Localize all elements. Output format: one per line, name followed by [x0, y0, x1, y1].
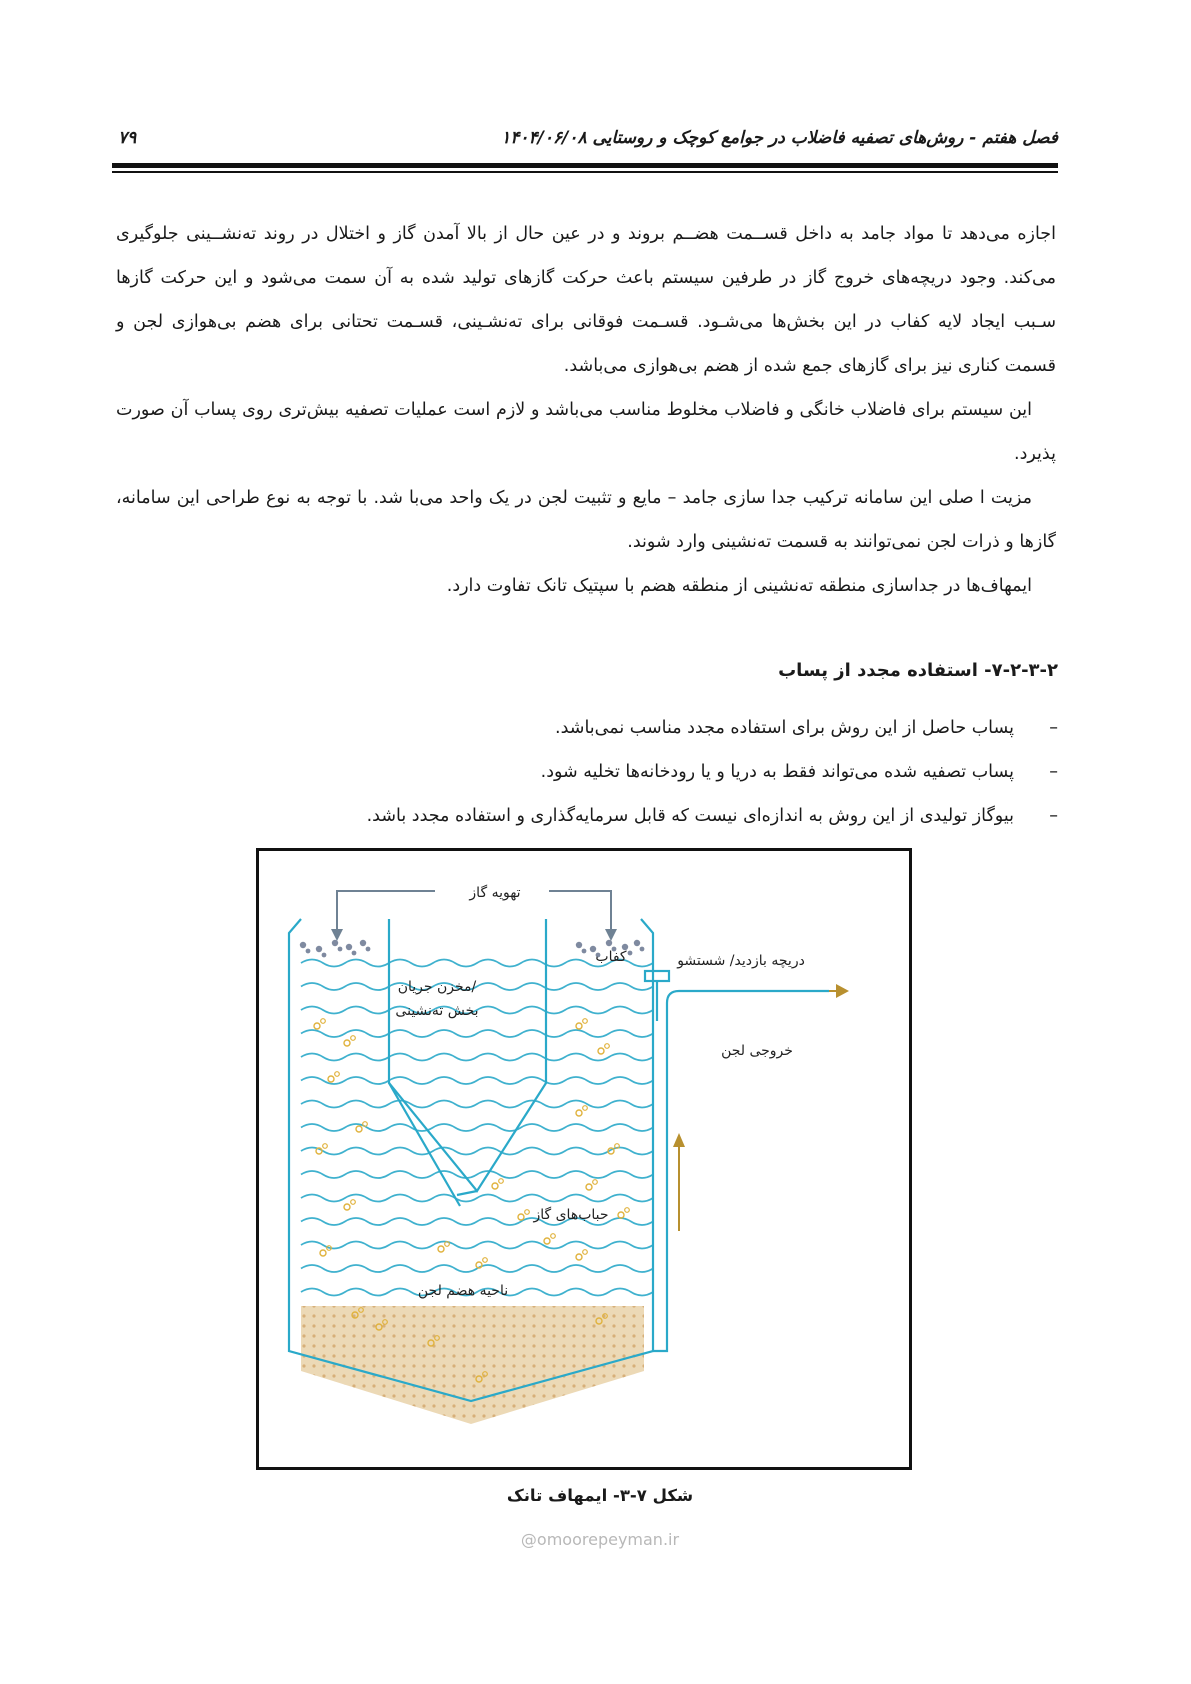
gas-bubbles-label: حباب‌های گاز	[533, 1207, 609, 1223]
scum-particle	[360, 940, 366, 946]
sludge-zone	[301, 1306, 644, 1424]
bubble	[492, 1183, 498, 1189]
bubble	[605, 1044, 610, 1049]
scum-particle	[634, 940, 640, 946]
scum-particle	[300, 942, 306, 948]
inspection-hatch-label: دریچه بازدید/ شستشو	[677, 953, 805, 969]
imhoff-tank-diagram	[259, 851, 909, 1467]
wave-line	[301, 1077, 653, 1084]
list-item	[178, 750, 1058, 794]
chapter-title: فصل هفتم - روش‌های تصفیه فاضلاب در جوامع کوچک و روستایی ۱۴۰۴/۰۶/۰۸	[501, 128, 1058, 148]
bullet-marker: –	[1049, 762, 1058, 782]
scum-particle	[332, 940, 338, 946]
bubble	[576, 1254, 582, 1260]
chamber-slot-lip	[457, 1191, 477, 1195]
bubble	[583, 1106, 588, 1111]
bubble	[593, 1180, 598, 1185]
wave-line	[301, 1101, 653, 1108]
scum-particle	[606, 940, 612, 946]
settling-section-label: بخش ته‌نشینی	[395, 1003, 479, 1019]
bubble	[438, 1246, 444, 1252]
bubble	[323, 1144, 328, 1149]
page-number: ۷۹	[118, 128, 137, 148]
scum-particle	[316, 946, 322, 952]
wave-line	[301, 1242, 653, 1249]
wave-line	[301, 1124, 653, 1131]
inspection-cap	[645, 971, 669, 981]
scum-particle	[322, 953, 327, 958]
scum-label: کفاب	[595, 949, 627, 965]
bubble	[583, 1250, 588, 1255]
wave-line	[301, 1148, 653, 1155]
flow-arrows	[331, 891, 849, 1231]
gas-vent-arrow-left	[337, 891, 435, 933]
bullet-list	[178, 706, 1058, 838]
bubble	[586, 1184, 592, 1190]
bullet-marker: –	[1049, 806, 1058, 826]
scum-particle	[346, 944, 352, 950]
list-item-text: پساب حاصل از این روش برای استفاده مجدد مناسب نمی‌باشد.	[555, 718, 1014, 738]
bubble	[344, 1040, 350, 1046]
bubble	[525, 1210, 530, 1215]
scum-particle	[628, 951, 633, 956]
upflow-arrowhead	[673, 1133, 685, 1147]
header-rule-thin	[112, 171, 1058, 173]
scum-particle	[582, 949, 587, 954]
bubble	[351, 1200, 356, 1205]
bubble	[351, 1036, 356, 1041]
gas-vent-arrow-right	[549, 891, 611, 933]
bullet-marker: –	[1049, 718, 1058, 738]
bubble	[583, 1019, 588, 1024]
scum-particle	[306, 949, 311, 954]
bubble	[551, 1234, 556, 1239]
list-item-text: بیوگاز تولیدی از این روش به اندازه‌ای نیست که قابل سرمایه‌گذاری و استفاده مجدد باشد.	[366, 806, 1014, 826]
sludge-digestion-label: ناحیه هضم لجن	[417, 1283, 509, 1299]
bubble	[576, 1110, 582, 1116]
scum-layer	[300, 940, 645, 958]
bubble	[544, 1238, 550, 1244]
scum-particle	[366, 947, 371, 952]
body-text	[116, 212, 1056, 608]
scum-particle	[352, 951, 357, 956]
wave-line	[301, 983, 653, 990]
bubble	[335, 1072, 340, 1077]
bubble	[625, 1208, 630, 1213]
paragraph: این سیستم برای فاضلاب خانگی و فاضلاب مخلوط مناسب می‌باشد و لازم است عملیات تصفیه بیش‌تری روی پساب آن صورت پذیرد.	[116, 400, 1056, 464]
wave-line	[301, 1265, 653, 1272]
list-item	[178, 706, 1058, 750]
paragraph: ایمهاف‌ها در جداسازی منطقه ته‌نشینی از منطقه هضم با سپتیک تانک تفاوت دارد.	[446, 576, 1032, 596]
scum-particle	[576, 942, 582, 948]
flow-chamber-label: مخزن جریان/	[397, 979, 477, 995]
paragraph: اجازه می‌دهد تا مواد جامد به داخل قســمت هضــم بروند و در عین حال از بالا آمدن گاز و اختلال در روند ته‌نشــینی جلوگیری می‌کند. وجود دریچه‌های خروج گاز در طرفین سیستم باعث حرکت گازهای تولید شده به آن سمت می‌شود و این حرکت گازها سـبب ایجاد لایه کفاب در این بخش‌ها می‌شـود. قسـمت فوقانی برای ته‌نشـینی، قسـمت تحتانی برای هضم بی‌هوازی لجن و قسمت کناری نیز برای گازهای جمع شده از هضم بی‌هوازی می‌باشد.	[116, 224, 1056, 376]
bubble	[518, 1214, 524, 1220]
bubble	[328, 1076, 334, 1082]
bubble	[321, 1019, 326, 1024]
watermark: @omoorepeyman.ir	[520, 1530, 680, 1549]
bubble	[598, 1048, 604, 1054]
page-header	[118, 128, 1058, 158]
bubble	[576, 1023, 582, 1029]
bubble	[618, 1212, 624, 1218]
arrowhead-left	[331, 929, 343, 941]
sludge-outlet-label: خروجی لجن	[721, 1043, 793, 1059]
header-rule-thick	[112, 163, 1058, 168]
bubble	[356, 1126, 362, 1132]
wave-line	[301, 1171, 653, 1178]
outlet-arrowhead	[836, 984, 849, 998]
imhoff-tank-figure	[256, 848, 912, 1470]
figure-caption: شکل ۷-۳- ایمهاف تانک	[506, 1486, 694, 1505]
gas-vent-label: تهویه گاز	[469, 885, 521, 901]
bubble	[499, 1179, 504, 1184]
list-item-text: پساب تصفیه شده می‌تواند فقط به دریا و یا رودخانه‌ها تخلیه شود.	[540, 762, 1014, 782]
bubble	[483, 1258, 488, 1263]
scum-particle	[338, 947, 343, 952]
section-heading: ۷-۲-۳-۲- استفاده مجدد از پساب	[778, 660, 1058, 681]
paragraph: مزیت ا صلی این سامانه ترکیب جدا سازی جامد – مایع و تثبیت لجن در یک واحد می‌با شد. با توجه به نوع طراحی این سامانه، گازها و ذرات لجن نمی‌توانند به قسمت ته‌نشینی وارد شوند.	[116, 488, 1056, 552]
bubble	[320, 1250, 326, 1256]
scum-particle	[640, 947, 645, 952]
list-item	[178, 794, 1058, 838]
bubble	[344, 1204, 350, 1210]
arrowhead-right	[605, 929, 617, 941]
bubble	[314, 1023, 320, 1029]
